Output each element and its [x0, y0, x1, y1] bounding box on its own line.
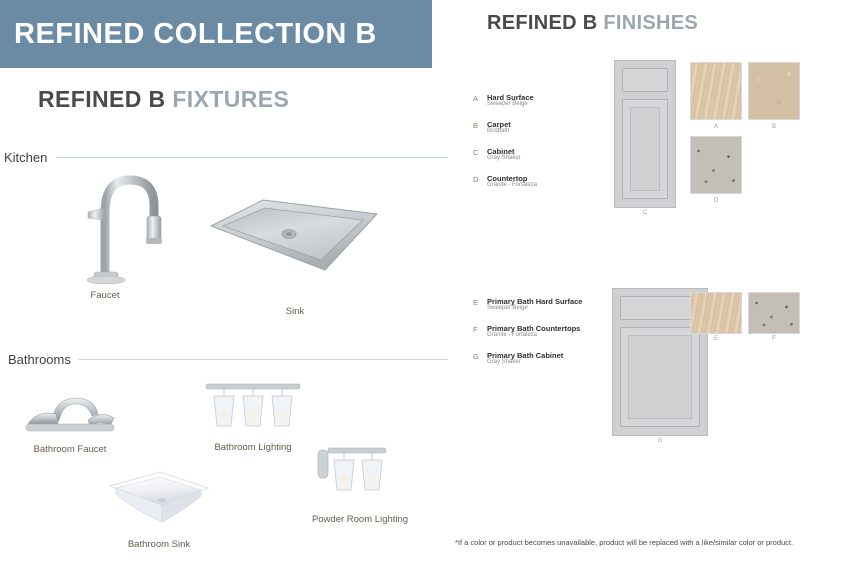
caption-faucet: Faucet — [90, 290, 120, 301]
swatch-countertop — [690, 136, 742, 194]
section-label-bathrooms: Bathrooms — [8, 352, 71, 367]
bathroom-faucet-icon — [22, 384, 118, 436]
fixtures-heading-light: FIXTURES — [172, 86, 290, 112]
kitchen-sink-image — [205, 196, 381, 286]
legend-item — [473, 120, 593, 138]
collection-banner — [0, 0, 432, 68]
bathroom-faucet-image — [22, 384, 118, 436]
swatch-label-a: A — [713, 124, 718, 130]
legend-letter: A — [473, 94, 479, 103]
legend-item — [473, 147, 593, 165]
faucet-icon — [72, 168, 178, 284]
legend-name: Countertop — [487, 174, 528, 183]
cabinet-label-group-one: C — [642, 210, 648, 216]
legend-name: Primary Bath Countertops — [487, 324, 581, 333]
footnote: *If a color or product becomes unavailable, product will be replaced with a like/similar color or product. — [455, 538, 794, 547]
sink-icon — [205, 196, 381, 286]
swatch-primary-bath-hard-surface — [690, 292, 742, 334]
swatch-hard-surface — [690, 62, 742, 120]
legend-name: Carpet — [487, 120, 511, 129]
section-rule-bathrooms — [78, 359, 448, 360]
legend-sub: Birdbath — [487, 128, 510, 134]
finishes-legend-group-one — [473, 93, 593, 201]
fixtures-heading-bold: REFINED B — [38, 86, 166, 112]
cabinet-door — [620, 327, 700, 427]
caption-powder-room-lighting: Powder Room Lighting — [311, 514, 409, 525]
fixtures-heading — [38, 86, 289, 113]
legend-sub: Gray Shaker — [487, 359, 521, 365]
kitchen-faucet-image — [72, 168, 178, 284]
section-label-kitchen: Kitchen — [4, 150, 48, 165]
legend-sub: Sweeper Beige — [487, 305, 528, 311]
finishes-heading — [487, 12, 698, 35]
finishes-heading-bold: REFINED B — [487, 12, 598, 34]
cabinet-door — [622, 99, 668, 199]
powder-room-lighting-image — [310, 442, 402, 498]
caption-bathroom-sink: Bathroom Sink — [127, 539, 191, 550]
page-title: REFINED COLLECTION B — [14, 17, 377, 50]
swatch-primary-bath-countertop — [748, 292, 800, 334]
legend-name: Hard Surface — [487, 93, 534, 102]
legend-letter: G — [473, 352, 479, 361]
section-rule-kitchen — [56, 157, 448, 158]
legend-item — [473, 324, 613, 342]
legend-letter: F — [473, 325, 478, 334]
caption-sink: Sink — [285, 306, 305, 317]
legend-item — [473, 351, 613, 369]
bathroom-lighting-image — [198, 378, 308, 436]
legend-letter: C — [473, 148, 479, 157]
swatch-label-b: B — [771, 124, 776, 130]
finishes-legend-group-two — [473, 297, 613, 378]
vanity-light-icon — [198, 378, 308, 436]
cabinet-drawer — [620, 296, 700, 320]
legend-sub: Gray Shaker — [487, 155, 521, 161]
bathroom-sink-image — [104, 470, 214, 532]
caption-bathroom-faucet: Bathroom Faucet — [33, 444, 107, 455]
cabinet-image-group-one — [614, 60, 676, 208]
cabinet-label-group-two: G — [657, 438, 663, 444]
bathroom-sink-icon — [104, 470, 214, 532]
swatch-carpet — [748, 62, 800, 120]
legend-item — [473, 93, 593, 111]
legend-name: Primary Bath Cabinet — [487, 351, 564, 360]
swatch-label-f: F — [772, 336, 776, 342]
legend-letter: E — [473, 298, 479, 307]
legend-item — [473, 174, 593, 192]
legend-name: Cabinet — [487, 147, 515, 156]
legend-name: Primary Bath Hard Surface — [487, 297, 583, 306]
powder-light-icon — [310, 442, 402, 498]
swatch-label-d: D — [713, 198, 719, 204]
legend-sub: Sweeper Beige — [487, 101, 528, 107]
legend-letter: B — [473, 121, 479, 130]
finishes-heading-light: FINISHES — [603, 12, 698, 34]
swatch-label-e: E — [713, 336, 718, 342]
caption-bathroom-lighting: Bathroom Lighting — [214, 442, 292, 453]
legend-letter: D — [473, 175, 479, 184]
cabinet-drawer — [622, 68, 668, 92]
legend-item — [473, 297, 613, 315]
legend-sub: Granite - Fortaleza — [487, 182, 538, 188]
legend-sub: Granite - Fortaleza — [487, 332, 538, 338]
